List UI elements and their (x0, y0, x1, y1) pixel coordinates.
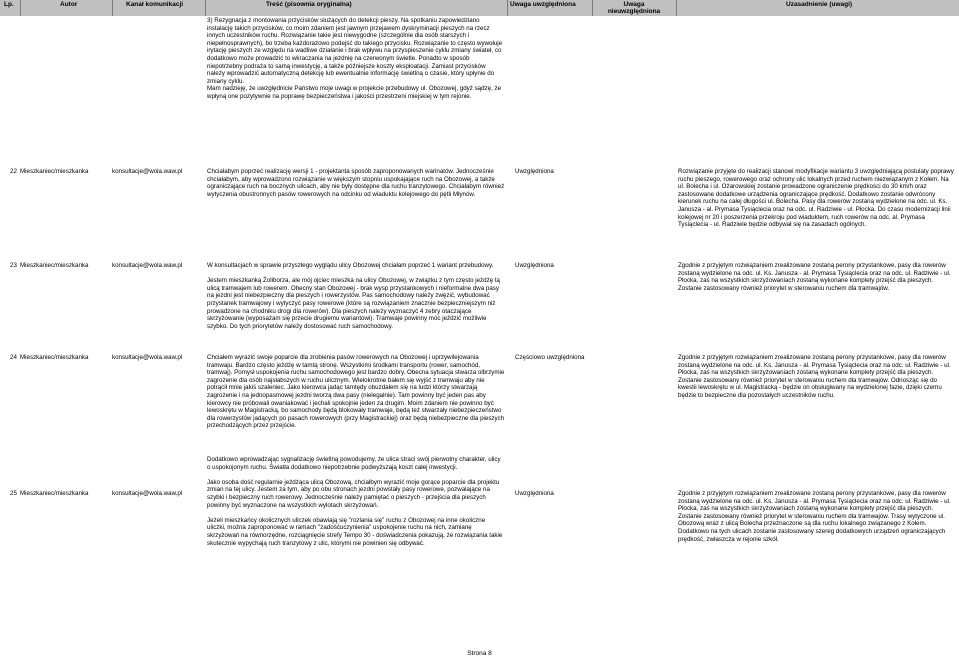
row-24-channel: konsultacje@wola.waw.pl (112, 354, 183, 361)
row-24-no: 24 (10, 354, 17, 361)
header-nieuwzgl: Uwaga nieuwzględniona (607, 1, 661, 15)
page-number: Strona 8 (467, 650, 492, 657)
row-25-status: Uwzględniona (515, 490, 554, 497)
row-23-status: Uwzględniona (515, 262, 554, 269)
header-kanal: Kanał komunikacji (126, 1, 184, 8)
row-22-channel: konsultacje@wola.waw.pl (112, 168, 183, 175)
row-25-channel: konsultacje@wola.waw.pl (112, 490, 183, 497)
row-23-channel: konsultacje@wola.waw.pl (112, 262, 183, 269)
top-continuation-text: 3) Rezygnacja z montowania przycisków służących do detekcji pieszy. Na spotkaniu zapowiedziano instalację takich przycisków, co moim zdaniem jest jawnym przejawem dyskryminacji pieszych na rzecz innych uczestników ruchu. Rozwiązanie takie jest niewygodne (szczególnie dla osób starszych i niepełnosprawnych), bo trzeba każdorazowo podejść do takiego przycisku. Rozwiązanie to często wywołuje irytację pieszych ze względu na wadliwe działanie i brak wpływu na przyspieszenie cyklu zmiany świateł, co dodatkowo może prowadzić to wkraczania na jezdnię na czerwonym świetle. Ponadto w sposób niepotrzebny podraża to samą inwestycję, a także późniejsze koszty eksploatacji. Zamiast przycisków należy wprowadzić automatyczną detekcję lub ewentualnie informację świetlną o czasie, który upłynie do zmiany cyklu. Mam nadzieję, że uwzględnicie Państwo moje uwagi w projekcie przebudowy ul. Obozowej, gdyż sądzę, że wpłyną one pozytywnie na poprawę bezpieczeństwa i jakości przestrzeni miejskiej w tym rejonie. (207, 17, 503, 100)
row-22-author: Mieszkaniec/mieszkanka (20, 168, 89, 175)
row-23-author: Mieszkaniec/mieszkanka (20, 262, 89, 269)
table-header (0, 0, 959, 16)
row-24-status: Częściowo uwzględniona (515, 354, 585, 361)
header-autor: Autor (60, 1, 78, 8)
row-23-content: W konsultacjach w sprawie przyszłego wyglądu ulicy Obozowej chciałam poprzeć 1 wariant przebudowy. Jestem mieszkanką Żoliborza, ale mój ojciec mieszka na ulicy Obozowej, w związku z tym często jeżdżę tą ulicą tramwajem lub rowerem. Obecny stan Obozowej - brak wysp przystankowych i nieformalne dwa pasy na jezdni jest niebezpieczny dla pieszych i rowerzystów. Pas samochodowy należy zwęzić, wybudować przystanek tramwajowy i wytyczyć pasy rowerowe (które są rozwiązaniem znacznie bezpieczniejszym niż prowadzone na chodniku drogi dla rowerów). Dla pieszych należy wyznaczyć 4 zebry otaczające skrzyżowanie (wyposażam się przecie drugiemu wariantowi). Tramwaje powinny móc jeździć możliwie szybko. Do tych priorytetów należy dostosować ruch samochodowy. (207, 262, 500, 330)
row-24-author: Mieszkaniec/mieszkanka (20, 354, 89, 361)
row-22-justification: Rozwiązanie przyjęte do realizacji stanowi modyfikacje wariantu 3 uwzględniającą postulaty poprawy ruchu pieszego, rowerowego oraz ochrony ulic lokalnych przed ruchem niezwiązanym z Kołem. Na ul. Bolecha i ul. Ożarowskiej zostanie prowadzone ograniczenie prędkości do 30 km/h oraz zastosowane dodatkowe urządzenia ograniczające prędkość. Dodatkowo zostanie odwrócony kierunek ruchu na całej długości ul. Bolecha. Pasy dla rowerów zostaną wydzielone na odc. ul. Ks. Janusza - al. Prymasa Tysiąclecia oraz na odc. ul. Radziwie - ul. Płocka. Do czasu modernizacji linii kolejowej nr 20 i poszerzenia przekroju pod wiaduktem, ruch rowerów na odc. al. Prymasa Tysiąclecia - ul. Radziwie będzie odbywał się na zasadach ogólnych. (678, 168, 956, 229)
row-25-justification: Zgodnie z przyjętym rozwiązaniem zrealizowane zostaną perony przystankowe, pasy dla rowerów zostaną wydzielone na odc. ul. Ks. Janusza - al. Prymasa Tysiąclecia oraz na odc. ul. Radziwie - ul. Płocka, zaś na wszystkich skrzyżowaniach zostaną wykonane komplety przejść dla pieszych. Zostanie zastosowany również priorytet w sterowaniu ruchem dla tramwajów. Trasy wytyczone ul. Obozową wraz z ulicą Bolecha przeznaczone są dla ruchu lokalnego związanego z Kołem. Dodatkowo na tych ulicach zostanie zastosowany szereg dodatkowych urządzeń ograniczających prędkość, zwłaszcza w rejonie szkół. (678, 490, 953, 543)
header-uwzgl: Uwaga uwzględniona (510, 1, 576, 8)
row-24-content: Chciałem wyrazić swoje poparcie dla zrobienia pasów rowerowych na Obozowej i uprzywilejowania tramwaju. Bardzo często jeżdżę w tamtą stronę. Wszystkimi środkami transportu (rower, samochód, tramwaj). Pomysł uspokojenia ruchu samochodowego jest bardzo dobry. Obecna sytuacja stwarza olbrzymie zagrożenie dla osób najsłabszych w ruchu ulicznym. Wielokrotnie bałem się wyjść z tramwaju aby nie potrącił mnie jakiś szaleniec. Jako kierowca jadąc tamtędy obuzdałem się na ludzi którzy stwarzają zagrożenie i na jednopasmowej jezdni tworzą dwa pasy (nielegalnie). Tam powinny być jeden pas aby kierowcy nie próbowali owaniakować i jechali spokojnie jeden za drugim. Moim zdaniem nie powinno być lewoskrętu w Magistracką, bo samochody będą blokowały tramwaje, będą też stwarzały niebezpieczeństwo dla rowerzystów jadących po pasach rowerowych (przy Magistrackiej) oraz będą niebezpieczne dla pieszych przechodzących przez przejście. (207, 354, 507, 430)
row-25-content: Dodatkowo wprowadzając sygnalizację świetlną powodujemy, że ulica straci swój pierwotny charakter, ulicy o uspokojonym ruchu. Światła dodatkowo niepotrzebnie podwyższają koszt całej inwestycji. Jako osoba dość regularnie jeżdżąca ulicą Obozową, chciałbym wyrazić moje gorące poparcie dla projektu zmian na tej ulicy. Jestem za tym, aby po obu stronach jezdni powstały pasy rowerowe, pozwalające na szybki i bezpieczny ruch rowerowy. Jednocześnie należy pamiętać o pieszych - przejścia dla pieszych powinny być wyznaczone na wszystkich wylotach skrzyżowań. Jeżeli mieszkańcy okolicznych uliczek obawiają się "rozlania się" ruchu z Obozowej na inne okoliczne uliczki, można zaproponować w ramach "zadośćuczynienia" uspokojenie ruchu na nich, zamianę skrzyżowań na równorzędne, rozciągnięcie strefy Tempo 30 - doświadczenia pokazują, że rozwiązania takie skutecznie wypychają ruch tranzytowy z ulic, którymi nie powinien się odbywać. (207, 456, 503, 547)
row-22-status: Uwzględniona (515, 168, 554, 175)
row-23-no: 23 (10, 262, 17, 269)
row-23-justification: Zgodnie z przyjętym rozwiązaniem zrealizowane zostaną perony przystankowe, pasy dla rowerów zostaną wydzielone na odc. ul. Ks. Janusza - al. Prymasa Tysiąclecia oraz na odc. ul. Radziwie - ul. Płocka, zaś na wszystkich skrzyżowaniach zostaną wykonane komplety przejść dla pieszych. Zostanie zastosowany również priorytet w sterowaniu ruchem dla tramwajów. (678, 262, 953, 292)
header-lp: Lp. (4, 1, 14, 8)
header-uzasadnienie: Uzasadnienie (uwagi) (786, 1, 853, 8)
row-25-author: Mieszkaniec/mieszkanka (20, 490, 89, 497)
row-22-content: Chciałabym poprzeć realizację wersji 1 - projektanta sposób zaproponowanych warinatów. Jednocześnie chciałabym, aby wprowadzono rozwiązanie w większym stopniu uspokajające ruch na Obozowej, a także ograniczające ruch na bocznych ulicach, aby nie były dostępne dla ruchu tranzytowego. Chciałabym również wytyczenia obustronnych pasów rowerowych na odcinku od wiaduktu kolejowego do pętli Młynów. (207, 168, 506, 198)
row-24-justification: Zgodnie z przyjętym rozwiązaniem zrealizowane zostaną perony przystankowe, pasy dla rowerów zostaną wydzielone na odc. ul. Ks. Janusza - al. Prymasa Tysiąclecia oraz na odc. ul. Radziwie - ul. Płocka, zaś na wszystkich skrzyżowaniach zostaną wykonane komplety przejść dla pieszych. Zostanie zastosowany również priorytet w sterowaniu ruchem dla tramwajów. Odnosząc się do kwestii lewoskrętu w ul. Magistracką - będzie on obsługiwany na wydzielonej fazie, dzięki czemu będzie to bezpieczne dla pozostałych uczestników ruchu. (678, 354, 953, 399)
row-25-no: 25 (10, 490, 17, 497)
row-22-no: 22 (10, 168, 17, 175)
header-tresc: Treść (pisownia oryginalna) (266, 1, 352, 8)
